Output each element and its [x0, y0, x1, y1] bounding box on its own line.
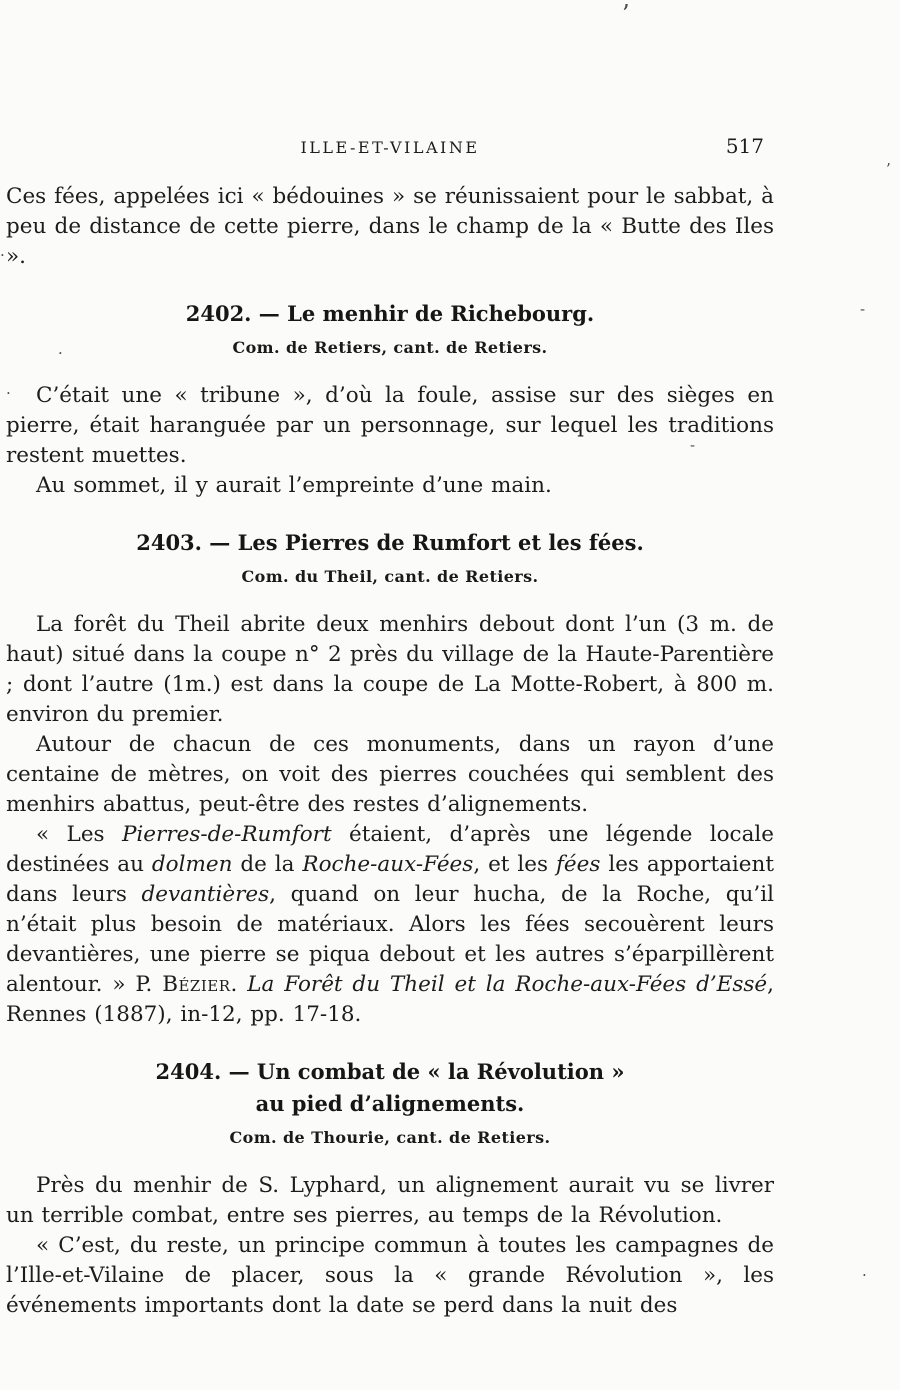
- scan-artifact: -: [860, 300, 866, 318]
- page-header: [6, 134, 774, 164]
- text-segment: Près du menhir de S. Lyphard, un alignement aurait vu se livrer un terrible combat, entre ses pierres, au temps de la Révolution.: [6, 1173, 774, 1228]
- section-subheading: Com. du Theil, cant. de Retiers.: [241, 567, 539, 586]
- text-segment-italic: fées: [555, 852, 601, 877]
- text-segment-italic: La Forêt du Theil et la Roche-aux-Fées d’Essé: [247, 972, 768, 997]
- scan-artifact: ·: [58, 344, 63, 362]
- paragraph: [6, 1231, 774, 1321]
- text-segment: étaient, d’après une légende locale destinées au: [6, 822, 774, 877]
- paragraph: [6, 730, 774, 820]
- text-segment: , et les: [473, 852, 556, 877]
- page-number: 517: [725, 134, 764, 158]
- section-heading: [6, 1056, 774, 1120]
- scan-artifact: ’: [622, 0, 630, 28]
- text-segment: , quand on leur hucha, de la Roche, qu’il n’était plus besoin de matériaux. Alors les fées secouèrent leurs devantières, une pierre se piqua debout et les autres s’éparpillèrent alentour. » P.: [6, 882, 774, 997]
- text-segment-italic: Pierres-de-Rumfort: [121, 822, 332, 847]
- scan-artifact: .: [6, 380, 11, 398]
- page-body: [6, 182, 774, 1321]
- text-segment: .: [230, 972, 248, 997]
- paragraph: [6, 610, 774, 730]
- section-heading-line: 2404. — Un combat de « la Révolution »: [155, 1059, 625, 1084]
- paragraph: [6, 820, 774, 1030]
- text-segment: Ces fées, appelées ici « bédouines » se réunissaient pour le sabbat, à peu de distance de cette pierre, dans le champ de la « Butte des Iles ».: [6, 184, 774, 269]
- paragraph: [6, 381, 774, 471]
- text-segment: de la: [232, 852, 303, 877]
- text-segment: Autour de chacun de ces monuments, dans un rayon d’une centaine de mètres, on voit des pierres couchées qui semblent des menhirs abattus, peut-être des restes d’alignements.: [6, 732, 774, 817]
- paragraph: [6, 1171, 774, 1231]
- text-segment-italic: dolmen: [151, 852, 233, 877]
- paragraph: [6, 471, 774, 501]
- scan-artifact: ·: [862, 1266, 867, 1284]
- text-segment-italic: devantières: [141, 882, 270, 907]
- section-heading-line: 2403. — Les Pierres de Rumfort et les fées.: [136, 530, 644, 555]
- text-segment: les apportaient dans leurs: [6, 852, 775, 907]
- text-segment: , Rennes (1887), in-12, pp. 17-18.: [6, 972, 774, 1027]
- text-segment-italic: Roche-aux-Fées: [302, 852, 474, 877]
- scan-artifact: -: [690, 436, 696, 454]
- section-heading-line: 2402. — Le menhir de Richebourg.: [185, 301, 595, 326]
- running-title: ILLE-ET-VILAINE: [300, 138, 480, 157]
- text-segment: « Les: [36, 822, 122, 847]
- section-heading: [6, 298, 774, 330]
- scan-artifact: ’: [886, 160, 891, 178]
- paragraph: [6, 182, 774, 272]
- text-segment: C’était une « tribune », d’où la foule, assise sur des sièges en pierre, était haranguée par un personnage, sur lequel les traditions restent muettes.: [6, 383, 774, 468]
- section-heading: [6, 527, 774, 559]
- text-column: [6, 134, 774, 1321]
- section-heading-line: au pied d’alignements.: [255, 1091, 525, 1116]
- text-segment-smallcaps: Bézier: [162, 972, 231, 997]
- text-segment: La forêt du Theil abrite deux menhirs debout dont l’un (3 m. de haut) situé dans la coupe n° 2 près du village de la Haute-Parentière ; dont l’autre (1m.) est dans la coupe de La Motte-Robert, à 800 m. environ du premier.: [6, 612, 774, 727]
- section-subheading: Com. de Thourie, cant. de Retiers.: [229, 1128, 551, 1147]
- scan-artifact: .: [0, 242, 5, 260]
- section-subheading: Com. de Retiers, cant. de Retiers.: [232, 338, 548, 357]
- text-segment: « C’est, du reste, un principe commun à toutes les campagnes de l’Ille-et-Vilaine de placer, sous la « grande Révolution », les événements importants dont la date se perd dans la nuit des: [6, 1233, 774, 1318]
- text-segment: Au sommet, il y aurait l’empreinte d’une main.: [36, 473, 552, 498]
